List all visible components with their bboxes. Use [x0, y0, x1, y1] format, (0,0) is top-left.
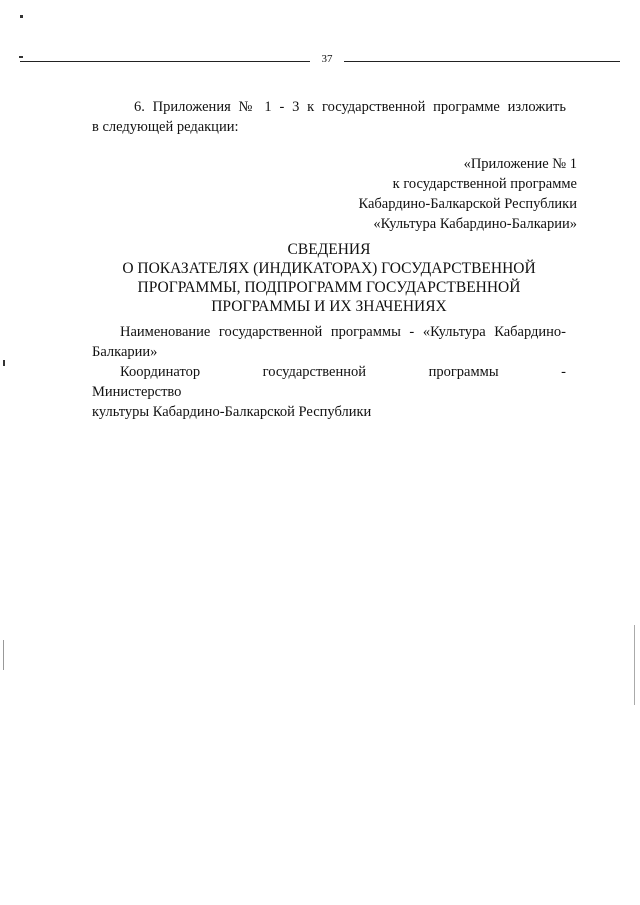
appendix-line-1: «Приложение № 1 [463, 156, 577, 172]
appendix-line-4: «Культура Кабардино-Балкарии» [373, 216, 577, 232]
scan-speck [634, 625, 635, 705]
section-heading [92, 240, 566, 316]
program-name-line-1: Наименование государственной программы - «Культура Кабардино- [120, 324, 566, 340]
coordinator-paragraph [92, 362, 566, 422]
item-6-paragraph [92, 97, 566, 137]
appendix-line-3: Кабардино-Балкарской Республики [358, 196, 577, 212]
appendix-line-2: к государственной программе [392, 176, 577, 192]
heading-line-4: ПРОГРАММЫ И ИХ ЗНАЧЕНИЯХ [211, 298, 447, 315]
page-number: 37 [310, 52, 344, 66]
scan-speck [3, 360, 5, 366]
scan-speck [19, 56, 23, 58]
item-6-line-2: в следующей редакции: [92, 119, 239, 135]
coordinator-line-2: культуры Кабардино-Балкарской Республики [92, 404, 372, 420]
heading-line-1: СВЕДЕНИЯ [287, 241, 371, 258]
scan-speck [3, 640, 4, 670]
item-6-line-1: 6. Приложения № 1 - 3 к государственной программе изложить [134, 99, 566, 115]
appendix-header [358, 154, 577, 234]
heading-line-2: О ПОКАЗАТЕЛЯХ (ИНДИКАТОРАХ) ГОСУДАРСТВЕННОЙ [122, 260, 536, 277]
program-name-paragraph [92, 322, 566, 362]
program-name-line-2: Балкарии» [92, 344, 158, 360]
coordinator-line-1: Координатор государственной программы - Министерство [92, 364, 566, 400]
scan-speck [20, 15, 23, 18]
heading-line-3: ПРОГРАММЫ, ПОДПРОГРАММ ГОСУДАРСТВЕННОЙ [137, 279, 521, 296]
